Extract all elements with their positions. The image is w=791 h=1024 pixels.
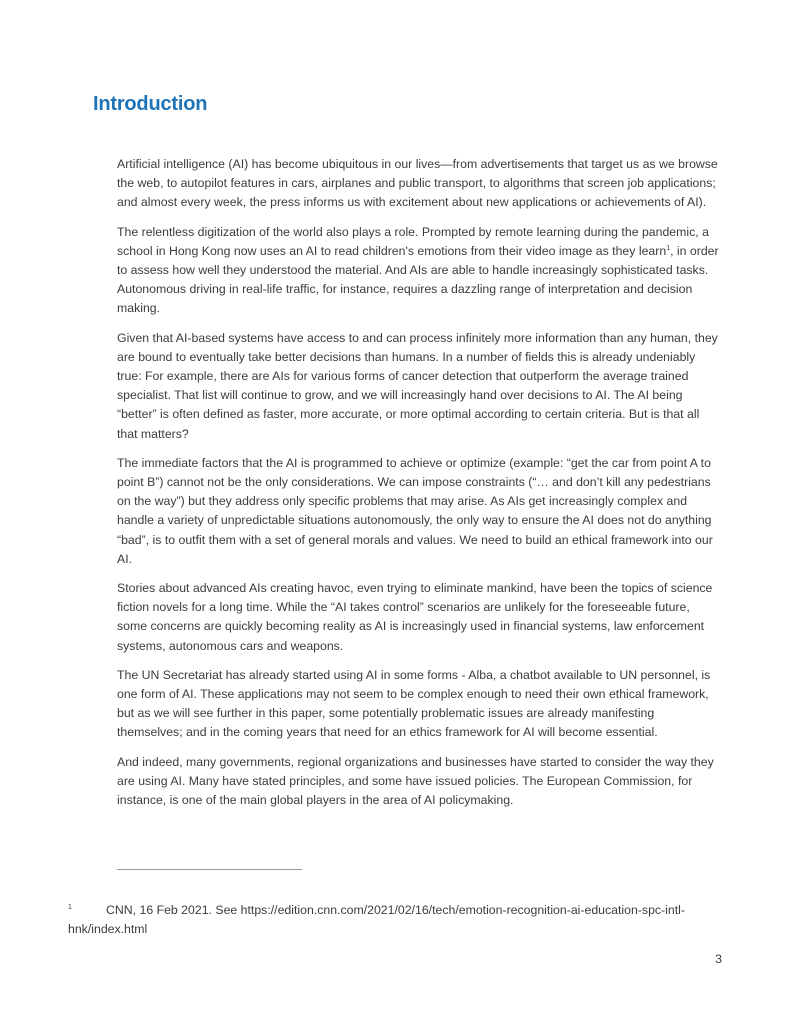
footnote: 1 CNN, 16 Feb 2021. See https://edition.cnn.com/2021/02/16/tech/emotion-recognition-ai-education-spc-intl-hnk/index.html — [68, 903, 685, 936]
paragraph-4: The immediate factors that the AI is programmed to achieve or optimize (example: “get the car from point A to point B”) cannot not be the only considerations. We can impose constraints (“… and don’t kill any pedestrians on the way”) but they address only specific problems that may arise. As AIs get increasingly complex and handle a variety of unpredictable situations autonomously, the only way to ensure the AI does not do anything “bad”, is to outfit them with a set of general morals and values. We need to build an ethical framework into our AI. — [117, 455, 713, 566]
footnote-separator — [117, 869, 302, 870]
page-number: 3 — [715, 952, 722, 966]
footnote-reference[interactable]: 1 — [666, 244, 671, 252]
paragraph-7: And indeed, many governments, regional organizations and businesses have started to consider the way they are using AI. Many have stated principles, and some have issued policies. The European Commission, for instance, is one of the main global players in the area of AI policymaking. — [117, 754, 714, 808]
body-text — [117, 155, 723, 820]
paragraph-6: The UN Secretariat has already started using AI in some forms - Alba, a chatbot available to UN personnel, is one form of AI. These applications may not seem to be complex enough to need their own ethical framework, but as we will see further in this paper, some potentially problematic issues are already manifesting themselves; and in the coming years that need for an ethics framework for AI will become essential. — [117, 667, 711, 740]
paragraph-3: Given that AI-based systems have access to and can process infinitely more information than any human, they are bound to eventually take better decisions than humans. In a number of fields this is already undeniably true: For example, there are AIs for various forms of cancer detection that outperform the average trained specialist. That list will continue to grow, and we will increasingly hand over decisions to AI. The AI being “better” is often defined as faster, more accurate, or more optimal according to certain criteria. But is that all that matters? — [117, 330, 718, 441]
paragraph-2-text-end: , in order to assess how well they understood the material. And AIs are able to handle increasingly sophisticated tasks. Autonomous driving in real-life traffic, for instance, requires a dazzling range of interpretation and decision making. — [117, 243, 719, 316]
paragraph-2-text-start: The relentless digitization of the world also plays a role. Prompted by remote learning during the pandemic, a school in Hong Kong now uses an AI to read children's emotions from their video image as they learn — [117, 224, 709, 258]
section-heading: Introduction — [93, 93, 208, 115]
footnote-text: CNN, 16 Feb 2021. See https://edition.cnn.com/2021/02/16/tech/emotion-recognition-ai-education-spc-intl-hnk/index.html — [68, 903, 685, 936]
paragraph-2 — [117, 223, 723, 319]
paragraph-1: Artificial intelligence (AI) has become ubiquitous in our lives—from advertisements that target us as we browse the web, to autopilot features in cars, airplanes and public transport, to algorithms that screen job applications; and almost every week, the press informs us with excitement about new applications or achievements of AI). — [117, 157, 718, 210]
paragraph-5: Stories about advanced AIs creating havoc, even trying to eliminate mankind, have been the topics of science fiction novels for a long time. While the “AI takes control” scenarios are unlikely for the foreseeable future, some concerns are quickly becoming reality as AI is increasingly used in financial systems, law enforcement systems, autonomous cars and weapons. — [117, 581, 713, 653]
